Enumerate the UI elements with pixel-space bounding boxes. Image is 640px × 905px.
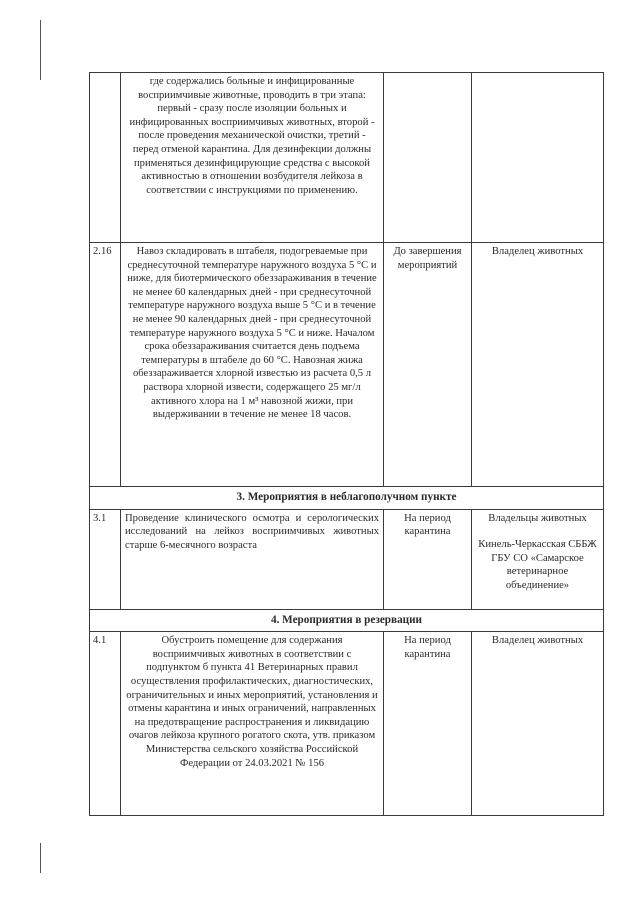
scan-mark-bottom	[40, 843, 41, 873]
responsible-owner: Владельцы животных	[488, 512, 587, 524]
measure-term: До завершения мероприятий	[384, 243, 472, 487]
measure-responsible: Владелец животных	[472, 632, 604, 816]
measure-description: Обустроить помещение для содержания восприимчивых животных в соответствии с подпунктом б пункта 41 Ветеринарных правил осуществления профилактических, диагностических, ограничительных и иных мероприятий, установления и отмены карантина и иных ограничений, направленных на предотвращение распространения и ликвидацию очагов лейкоза крупного рогатого скота, утв. приказом Министерства сельского хозяйства Российской Федерации от 24.03.2021 № 156	[121, 632, 384, 816]
table-row	[90, 243, 604, 487]
measure-responsible: Владелец животных	[472, 243, 604, 487]
section-header-row	[90, 609, 604, 632]
row-number: 4.1	[90, 632, 121, 816]
measure-term: На период карантина	[384, 632, 472, 816]
row-number: 2.16	[90, 243, 121, 487]
row-number	[90, 73, 121, 243]
section-title: 4. Мероприятия в резервации	[90, 609, 604, 632]
table-row	[90, 73, 604, 243]
measure-description: Навоз складировать в штабеля, подогреваемые при среднесуточной температуре наружного воздуха 5 °С и ниже, для биотермического обеззараживания в течение не менее 60 календарных дней - при среднесуточной температуре наружного воздуха выше 5 °С и в течение не менее 90 календарных дней - при среднесуточной температуре наружного воздуха 5 °С и ниже. Началом срока обеззараживания считается день подъема температуры в штабеле до 60 °С. Навозная жижа обеззараживается хлорной известью из расчета 0,5 л раствора хлорной извести, содержащего 25 мг/л активного хлора на 1 м³ навозной жижи, при выдерживании в течение не менее 18 часов.	[121, 243, 384, 487]
section-title: 3. Мероприятия в неблагополучном пункте	[90, 487, 604, 510]
scan-mark-top	[40, 20, 41, 80]
measure-description: Проведение клинического осмотра и серологических исследований на лейкоз восприимчивых животных старше 6-месячного возраста	[121, 509, 384, 609]
measure-responsible	[472, 73, 604, 243]
table-row	[90, 509, 604, 609]
measures-table	[89, 72, 604, 816]
table-row	[90, 632, 604, 816]
measure-responsible	[472, 509, 604, 609]
measure-description: где содержались больные и инфицированные восприимчивые животные, проводить в три этапа: первый - сразу после изоляции больных и инфицированных восприимчивых животных, второй - после проведения механической очистки, третий - перед отменой карантина. Для дезинфекции должны применяться дезинфицирующие средства с высокой активностью в отношении возбудителя лейкоза в соответствии с инструкциями по применению.	[121, 73, 384, 243]
section-header-row	[90, 487, 604, 510]
responsible-vet-station: Кинель-Черкасская СББЖ ГБУ СО «Самарское ветеринарное объединение»	[478, 539, 597, 591]
row-number: 3.1	[90, 509, 121, 609]
measure-term	[384, 73, 472, 243]
measure-term: На период карантина	[384, 509, 472, 609]
